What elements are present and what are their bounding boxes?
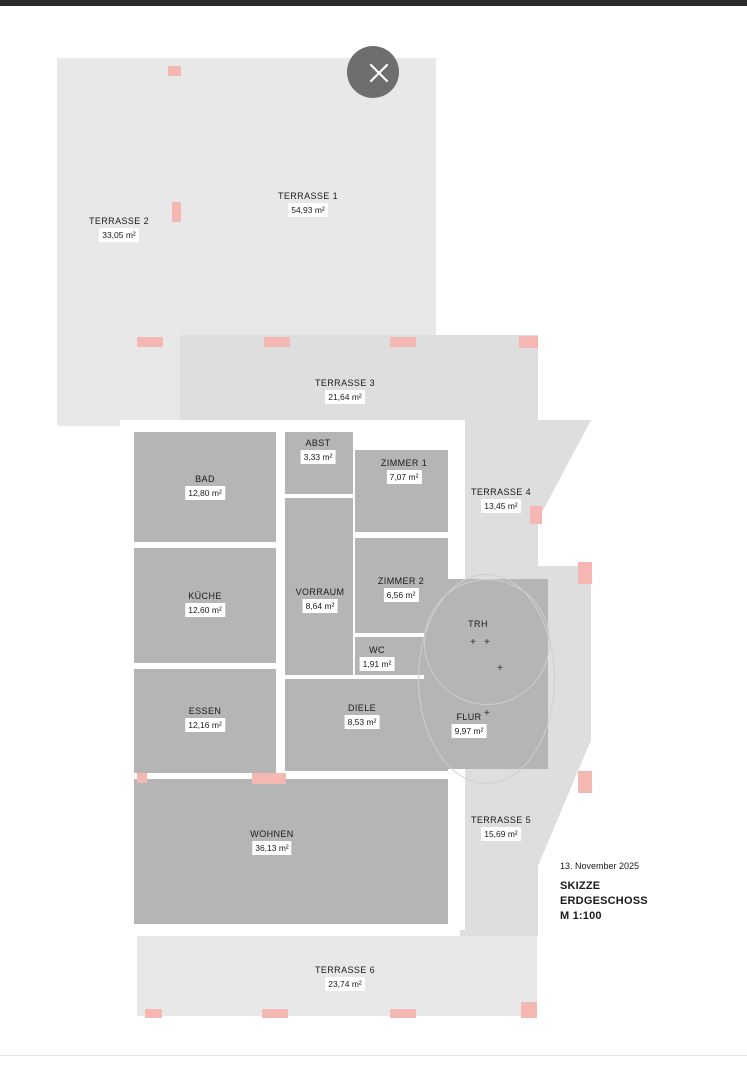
room-name: VORRAUM xyxy=(295,587,345,597)
door-marker xyxy=(530,506,542,524)
room-name: ESSEN xyxy=(188,706,222,716)
titleblock-line2: ERDGESCHOSS xyxy=(560,895,648,907)
room-area: 13,45 m² xyxy=(481,499,521,513)
door-marker xyxy=(519,336,538,348)
room-wohnen[interactable] xyxy=(134,779,448,924)
room-area: 12,60 m² xyxy=(185,603,225,617)
door-marker xyxy=(168,66,181,76)
room-area: 7,07 m² xyxy=(387,470,422,484)
room-area: 15,69 m² xyxy=(481,827,521,841)
room-vorraum[interactable] xyxy=(285,498,353,675)
room-area: 54,93 m² xyxy=(288,203,328,217)
close-icon xyxy=(353,47,405,99)
door-marker xyxy=(264,337,290,347)
titleblock-line3: M 1:100 xyxy=(560,910,602,922)
door-marker xyxy=(521,1002,537,1018)
room-name: WC xyxy=(369,645,385,655)
room-area: 8,53 m² xyxy=(345,715,380,729)
area-right-strip-2 xyxy=(538,420,591,520)
room-bad[interactable] xyxy=(134,432,276,542)
room-area: 36,13 m² xyxy=(252,841,292,855)
door-marker xyxy=(137,773,147,783)
room-name: ABST xyxy=(305,438,331,448)
area-terrasse-1[interactable] xyxy=(180,58,436,335)
room-area: 33,05 m² xyxy=(99,228,139,242)
close-button[interactable] xyxy=(347,46,399,98)
floorplan-canvas[interactable] xyxy=(0,6,747,1056)
room-name: DIELE xyxy=(347,703,377,713)
room-area: 9,97 m² xyxy=(452,724,487,738)
room-area: 23,74 m² xyxy=(325,977,365,991)
room-zimmer-1[interactable] xyxy=(355,450,448,532)
room-essen[interactable] xyxy=(134,669,276,773)
titleblock-line1: SKIZZE xyxy=(560,880,601,892)
room-area: 12,80 m² xyxy=(185,486,225,500)
stair-plus-3: + xyxy=(497,663,503,674)
room-kueche[interactable] xyxy=(134,548,276,663)
room-area: 6,56 m² xyxy=(384,588,419,602)
titleblock-date: 13. November 2025 xyxy=(560,861,640,871)
room-name: TERRASSE 2 xyxy=(88,216,150,226)
area-terrasse-6[interactable] xyxy=(137,936,537,1016)
door-marker xyxy=(390,337,416,347)
area-terrasse-3[interactable] xyxy=(180,335,538,420)
room-name: TERRASSE 4 xyxy=(470,487,532,497)
room-area: 3,33 m² xyxy=(301,450,336,464)
door-marker xyxy=(145,1009,162,1018)
door-marker xyxy=(137,337,163,347)
room-name: TERRASSE 6 xyxy=(314,965,376,975)
room-name: FLUR xyxy=(456,712,482,722)
stair-plus-2: + xyxy=(484,637,490,648)
stair-plus-4: + xyxy=(484,708,490,719)
door-marker xyxy=(390,1009,416,1018)
door-marker xyxy=(578,771,592,793)
door-marker xyxy=(172,202,181,222)
area-terrasse-6-right xyxy=(460,876,538,936)
room-name: BAD xyxy=(195,474,215,484)
room-name: TERRASSE 5 xyxy=(470,815,532,825)
room-name: KÜCHE xyxy=(188,591,222,601)
room-name: TERRASSE 3 xyxy=(314,378,376,388)
door-marker xyxy=(252,773,286,784)
area-terrasse-2[interactable] xyxy=(57,58,180,426)
stair-plus-1: + xyxy=(470,637,476,648)
titleblock xyxy=(560,861,735,924)
room-name: TERRASSE 1 xyxy=(277,191,339,201)
room-abst[interactable] xyxy=(285,432,353,494)
room-area: 21,64 m² xyxy=(325,390,365,404)
room-area: 8,64 m² xyxy=(303,599,338,613)
room-area: 12,16 m² xyxy=(185,718,225,732)
bottom-bar xyxy=(0,1055,747,1070)
door-marker xyxy=(578,562,592,584)
door-marker xyxy=(262,1009,288,1018)
room-area: 1,91 m² xyxy=(360,657,395,671)
room-name: ZIMMER 1 xyxy=(380,458,428,468)
room-name: WOHNEN xyxy=(250,829,294,839)
room-name: TRH xyxy=(468,619,488,629)
room-name: ZIMMER 2 xyxy=(377,576,425,586)
